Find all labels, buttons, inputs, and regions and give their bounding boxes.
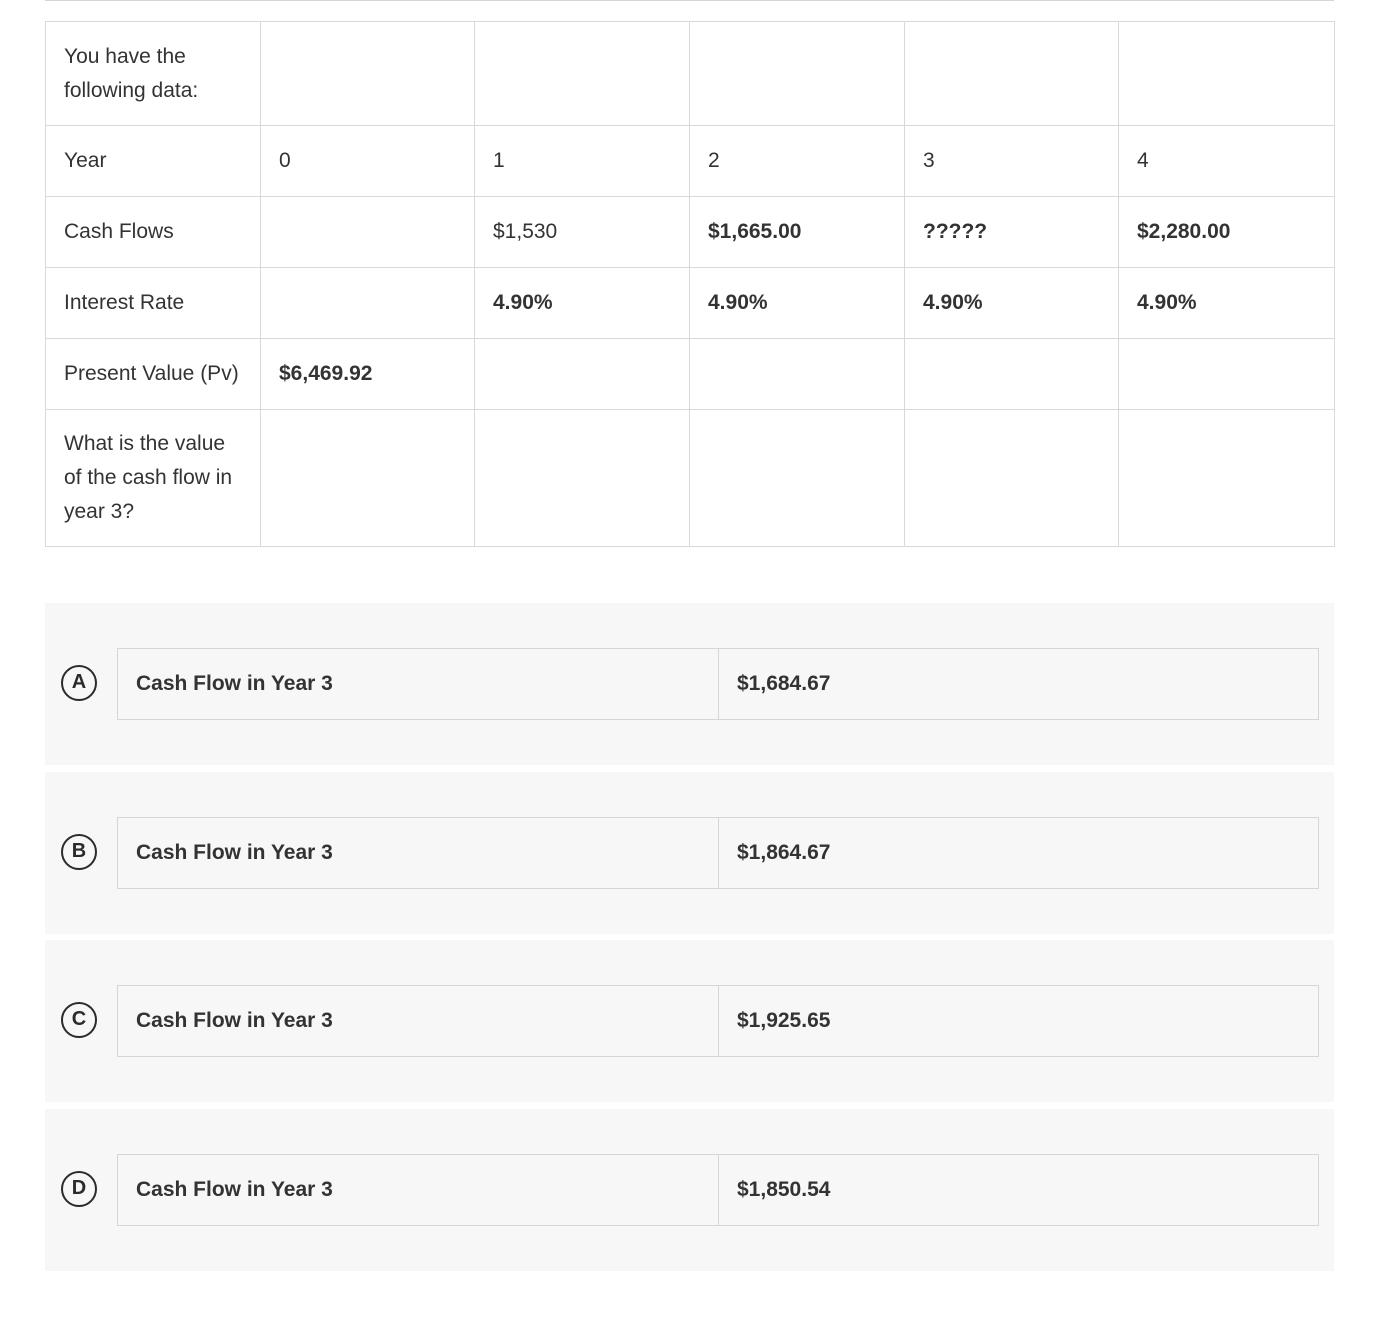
- option-table: [117, 985, 1319, 1057]
- interest-rate-year-2: 4.90%: [690, 268, 905, 339]
- empty-cell: [905, 22, 1119, 126]
- intro-text: You have the following data:: [46, 22, 261, 126]
- data-table: [45, 21, 1335, 547]
- question-text: What is the value of the cash flow in year 3?: [46, 410, 261, 547]
- interest-rate-year-1: 4.90%: [475, 268, 690, 339]
- option-table: [117, 648, 1319, 720]
- present-value-year-0: $6,469.92: [261, 339, 475, 410]
- interest-rate-year-4: 4.90%: [1119, 268, 1335, 339]
- option-value: $1,850.54: [737, 1178, 831, 1201]
- option-letter-c[interactable]: C: [61, 1002, 97, 1038]
- intro-row: [46, 22, 1335, 126]
- empty-cell: [475, 410, 690, 547]
- present-value-row: [46, 339, 1335, 410]
- option-table: [117, 817, 1319, 889]
- empty-cell: [475, 22, 690, 126]
- option-letter-b[interactable]: B: [61, 834, 97, 870]
- empty-cell: [690, 410, 905, 547]
- empty-cell: [1119, 410, 1335, 547]
- year-row: [46, 126, 1335, 197]
- present-value-year-3: [905, 339, 1119, 410]
- option-label: Cash Flow in Year 3: [118, 986, 719, 1056]
- option-label: Cash Flow in Year 3: [118, 818, 719, 888]
- option-label: Cash Flow in Year 3: [118, 649, 719, 719]
- year-0: 0: [261, 126, 475, 197]
- cash-flow-year-0: [261, 197, 475, 268]
- question-row: [46, 410, 1335, 547]
- interest-rate-row: [46, 268, 1335, 339]
- interest-rate-year-3: 4.90%: [905, 268, 1119, 339]
- option-value: $1,925.65: [737, 1009, 831, 1032]
- option-letter-d[interactable]: D: [61, 1171, 97, 1207]
- answer-option-c[interactable]: [45, 940, 1334, 1102]
- cash-flow-year-1: $1,530: [475, 197, 690, 268]
- present-value-year-4: [1119, 339, 1335, 410]
- present-value-label: Present Value (Pv): [46, 339, 261, 410]
- year-2: 2: [690, 126, 905, 197]
- answer-option-a[interactable]: [45, 603, 1334, 765]
- cash-flows-label: Cash Flows: [46, 197, 261, 268]
- cash-flow-year-3: ?????: [905, 197, 1119, 268]
- answer-option-d[interactable]: [45, 1109, 1334, 1271]
- empty-cell: [690, 22, 905, 126]
- year-4: 4: [1119, 126, 1335, 197]
- interest-rate-year-0: [261, 268, 475, 339]
- empty-cell: [905, 410, 1119, 547]
- cash-flow-year-4: $2,280.00: [1119, 197, 1335, 268]
- option-letter-a[interactable]: A: [61, 665, 97, 701]
- empty-cell: [261, 22, 475, 126]
- option-label: Cash Flow in Year 3: [118, 1155, 719, 1225]
- interest-rate-label: Interest Rate: [46, 268, 261, 339]
- empty-cell: [1119, 22, 1335, 126]
- present-value-year-2: [690, 339, 905, 410]
- answer-option-b[interactable]: [45, 772, 1334, 934]
- present-value-year-1: [475, 339, 690, 410]
- option-value: $1,684.67: [737, 672, 831, 695]
- cash-flow-year-2: $1,665.00: [690, 197, 905, 268]
- cash-flows-row: [46, 197, 1335, 268]
- option-value: $1,864.67: [737, 841, 831, 864]
- year-3: 3: [905, 126, 1119, 197]
- year-label: Year: [46, 126, 261, 197]
- year-1: 1: [475, 126, 690, 197]
- option-table: [117, 1154, 1319, 1226]
- top-divider: [45, 0, 1334, 1]
- empty-cell: [261, 410, 475, 547]
